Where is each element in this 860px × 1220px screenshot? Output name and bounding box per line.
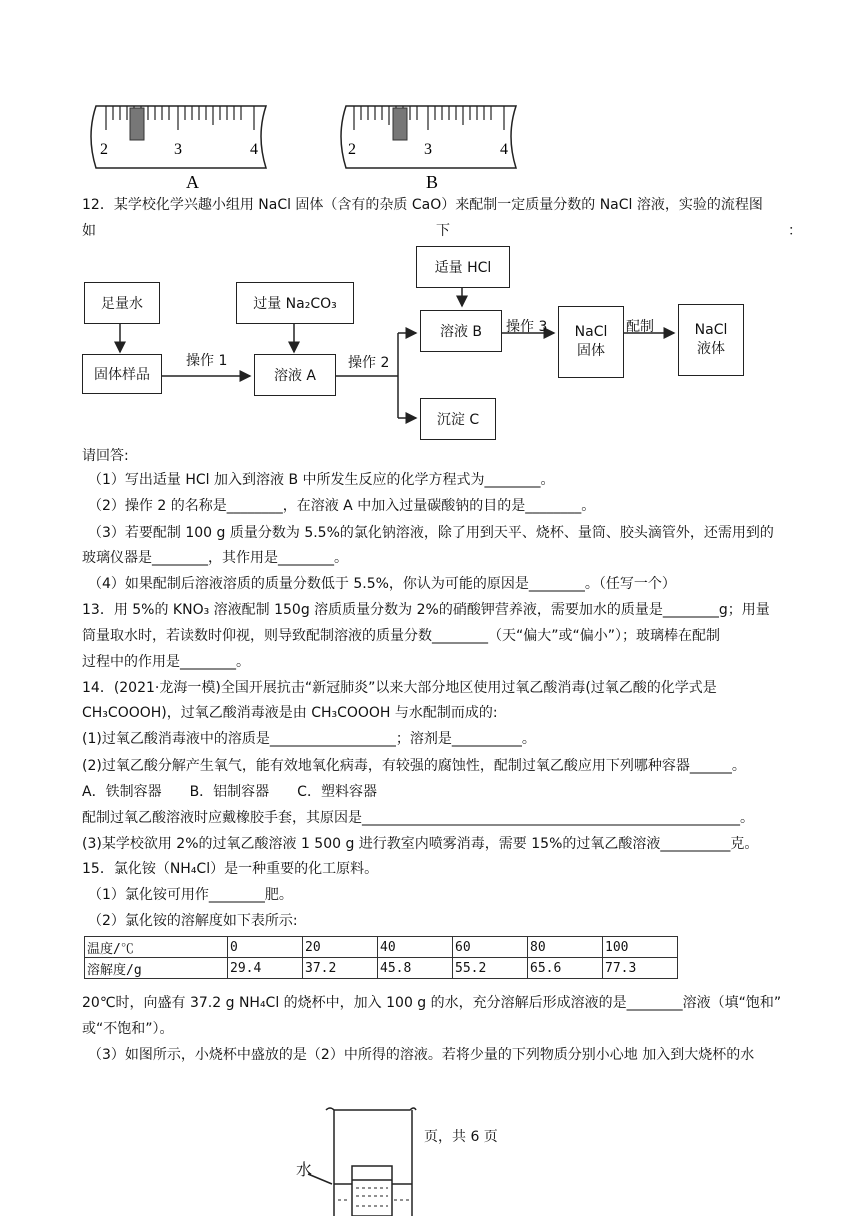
q15-line5: 或“不饱和”）。 <box>82 1021 174 1037</box>
flow-prepare-label: 配制 <box>626 319 654 335</box>
flow-op3-label: 操作 3 <box>506 319 548 335</box>
flow-water-box: 足量水 <box>84 282 160 324</box>
q15-part1: （1）氯化铵可用作________肥。 <box>88 887 293 903</box>
ruler-a-tick-4: 4 <box>250 141 258 158</box>
flow-sample-box: 固体样品 <box>82 354 162 394</box>
flow-na2co3-box: 过量 Na₂CO₃ <box>236 282 354 324</box>
flow-nacl-liquid-line1: NaCl <box>694 322 728 338</box>
flow-solution-b-box: 溶液 B <box>420 310 502 352</box>
table-cell: 0 <box>228 937 303 958</box>
q12-part1: （1）写出适量 HCl 加入到溶液 B 中所发生反应的化学方程式为________。 <box>88 472 555 488</box>
q14-options: A．铁制容器 B．铝制容器 C．塑料容器 <box>82 784 377 800</box>
q12-line1: 12．某学校化学兴趣小组用 NaCl 固体（含有的杂质 CaO）来配制一定质量分数的 NaCl 溶液，实验的流程图 <box>82 197 763 213</box>
table-row <box>85 958 678 979</box>
ruler-b-tick-4: 4 <box>500 141 508 158</box>
flow-nacl-liquid-box <box>678 304 744 376</box>
flow-nacl-solid-line2: 固体 <box>577 343 605 359</box>
beaker-water-label: 水 <box>296 1160 313 1179</box>
q14-line1: 14．(2021·龙海一模)全国开展抗击“新冠肺炎”以来大部分地区使用过氧乙酸消毒(过氧乙酸的化学式是 <box>82 680 717 696</box>
flow-nacl-solid-line1: NaCl <box>574 324 608 340</box>
ruler-a-tick-2: 2 <box>100 141 108 158</box>
solubility-table <box>84 936 678 979</box>
q13-line1: 13．用 5%的 KNO₃ 溶液配制 150g 溶质质量分数为 2%的硝酸钾营养液，需要加水的质量是________g；用量 <box>82 602 770 618</box>
flow-nacl-solid-box <box>558 306 624 378</box>
flow-op1-label: 操作 1 <box>186 353 228 369</box>
flow-precipitate-c-box: 沉淀 C <box>420 398 496 440</box>
q14-line6: 配制过氧乙酸溶液时应戴橡胶手套，其原因是______________________________________________________。 <box>82 810 754 826</box>
q14-line3: (1)过氧乙酸消毒液中的溶质是__________________；溶剂是__________。 <box>82 731 536 747</box>
ruler-b-drawing <box>336 100 526 190</box>
q14-line2: CH₃COOOH)，过氧乙酸消毒液是由 CH₃COOOH 与水配制而成的: <box>82 705 498 721</box>
table-cell: 60 <box>453 937 528 958</box>
ruler-a-tick-3: 3 <box>174 141 182 158</box>
table-cell: 55.2 <box>453 958 528 979</box>
q12-ask: 请回答: <box>82 448 129 464</box>
table-cell: 77.3 <box>603 958 678 979</box>
q13-line2: 筒量取水时，若读数时仰视，则导致配制溶液的质量分数________（天“偏大”或“偏小”）；玻璃棒在配制 <box>82 628 721 644</box>
flow-op2-label: 操作 2 <box>348 355 390 371</box>
flow-hcl-box: 适量 HCl <box>416 246 510 288</box>
q12-line2-b: 下 <box>436 223 450 239</box>
ruler-a-drawing <box>86 100 276 190</box>
q12-line2-a: 如 <box>82 223 96 239</box>
q15-part2: （2）氯化铵的溶解度如下表所示: <box>88 913 298 929</box>
page-number: 页，共 6 页 <box>424 1126 498 1146</box>
ruler-b-label: B <box>426 172 439 190</box>
table-cell: 溶解度/g <box>85 958 228 979</box>
table-cell: 80 <box>528 937 603 958</box>
q12-part3a: （3）若要配制 100 g 质量分数为 5.5%的氯化钠溶液，除了用到天平、烧杯、量筒、胶头滴管外，还需用到的 <box>88 525 774 541</box>
q15-part3: （3）如图所示，小烧杯中盛放的是（2）中所得的溶液。若将少量的下列物质分别小心地 加入到大烧杯的水 <box>88 1047 755 1063</box>
flow-solution-a-box: 溶液 A <box>254 354 336 396</box>
table-cell: 37.2 <box>303 958 378 979</box>
ruler-a-label: A <box>186 172 199 190</box>
table-cell: 29.4 <box>228 958 303 979</box>
q15-line4: 20℃时，向盛有 37.2 g NH₄Cl 的烧杯中，加入 100 g 的水，充分溶解后形成溶液的是________溶液（填“饱和” <box>82 995 782 1011</box>
q12-part3b: 玻璃仪器是________，其作用是________。 <box>82 550 348 566</box>
table-cell: 45.8 <box>378 958 453 979</box>
q12-line2-c: ： <box>788 223 802 239</box>
table-cell: 20 <box>303 937 378 958</box>
q12-part2: （2）操作 2 的名称是________，在溶液 A 中加入过量碳酸钠的目的是________。 <box>88 498 596 514</box>
q13-line3: 过程中的作用是________。 <box>82 654 250 670</box>
q12-part4: （4）如果配制后溶液溶质的质量分数低于 5.5%，你认为可能的原因是________。（任写一个） <box>88 576 676 592</box>
table-cell: 40 <box>378 937 453 958</box>
ruler-a <box>86 100 276 190</box>
ruler-b <box>336 100 526 190</box>
flow-nacl-liquid-line2: 液体 <box>697 341 725 357</box>
ruler-b-tick-3: 3 <box>424 141 432 158</box>
q14-line4: (2)过氧乙酸分解产生氧气，能有效地氧化病毒，有较强的腐蚀性，配制过氧乙酸应用下列哪种容器______。 <box>82 758 746 774</box>
q15-line1: 15．氯化铵（NH₄Cl）是一种重要的化工原料。 <box>82 861 379 877</box>
ruler-b-tick-2: 2 <box>348 141 356 158</box>
table-cell: 100 <box>603 937 678 958</box>
q14-line7: (3)某学校欲用 2%的过氧乙酸溶液 1 500 g 进行教室内喷雾消毒，需要 15%的过氧乙酸溶液__________克。 <box>82 836 759 852</box>
table-cell: 温度/℃ <box>85 937 228 958</box>
table-row <box>85 937 678 958</box>
table-cell: 65.6 <box>528 958 603 979</box>
